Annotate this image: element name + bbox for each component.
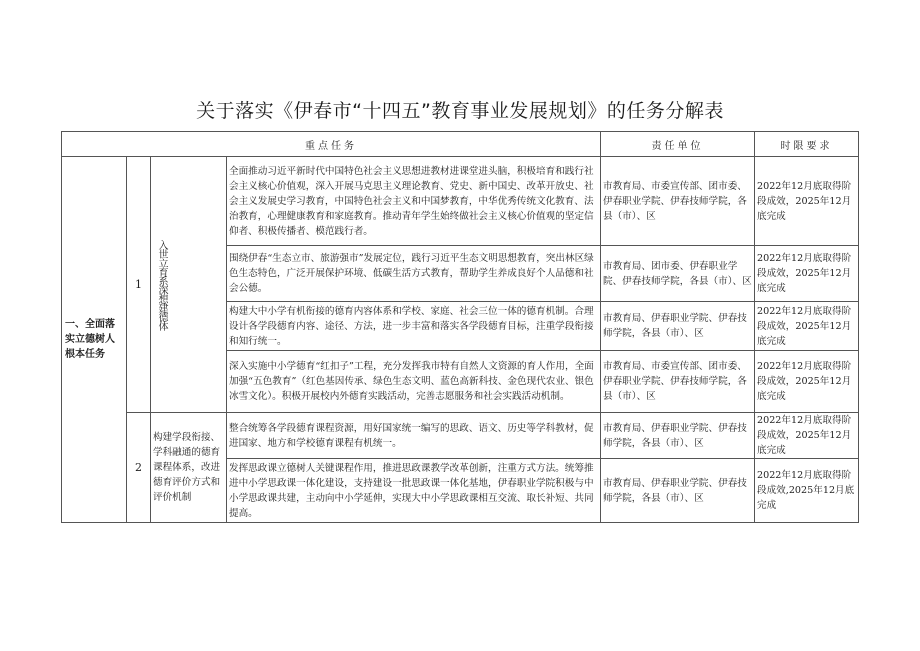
header-time: 时限要求	[755, 132, 859, 157]
group-number: 1	[127, 157, 151, 413]
unit-cell: 市教育局、团市委、伊春职业学院、伊春技师学院，各县（市）、区	[601, 246, 755, 302]
task-cell: 全面推动习近平新时代中国特色社会主义思想进教材进课堂进头脑，积极培育和践行社会主义核心价值观，深入开展马克思主义理论教育、党史、新中国史、改革开放史、社会主义发展史学习教育，中国特色社会主义和中国梦教育，中华优秀传统文化教育、法治教育，心理健康教育和家庭教育。推动青年学生始终做社会主义核心价值观的坚定信仰者、积极传播者、模范践行者。	[227, 157, 601, 246]
unit-cell: 市教育局、伊春职业学院、伊春技师学院，各县（市）、区	[601, 459, 755, 523]
time-cell: 2022年12月底取得阶段成效，2025年12月底完成	[755, 413, 859, 459]
time-cell: 2022年12月底取得阶段成效，2025年12月底完成	[755, 351, 859, 413]
task-cell: 围绕伊春“生态立市、旅游强市”发展定位，践行习近平生态文明思想教育，突出林区绿色生态特色，广泛开展保护环境、低碳生活方式教育，帮助学生养成良好个人品德和社会公德。	[227, 246, 601, 302]
time-cell: 2022年12月底取得阶段成效，2025年12月底完成	[755, 246, 859, 302]
task-cell: 发挥思政课立德树人关键课程作用，推进思政课教学改革创新，注重方式方法。统筹推进中小学思政课一体化建设，支持建设一批思政课一体化基地，伊春职业学院积极与中小学思政课共建，主动向中小学延伸，实现大中小学思政课相互交流、取长补短、共同提高。	[227, 459, 601, 523]
task-cell: 整合统筹各学段德育课程资源，用好国家统一编写的思政、语文、历史等学科教材，促进国家、地方和学校德育课程有机统一。	[227, 413, 601, 459]
time-cell: 2022年12月底取得阶段成效,2025年12月底完成	[755, 459, 859, 523]
group-name	[151, 157, 227, 413]
unit-cell: 市教育局、伊春职业学院、伊春技师学院，各县（市）、区	[601, 413, 755, 459]
group-number: 2	[127, 413, 151, 523]
group-name: 构建学段衔接、学科融通的德育课程体系，改进德育评价方式和评价机制	[151, 413, 227, 523]
task-table	[61, 131, 859, 523]
header-row	[62, 132, 859, 157]
header-task: 重点任务	[62, 132, 601, 157]
unit-cell: 市教育局、伊春职业学院、伊春技师学院，各县（市）、区	[601, 302, 755, 351]
page-title: 关于落实《伊春市“十四五”教育事业发展规划》的任务分解表	[196, 100, 724, 122]
category-cell: 一、全面落实立德树人根本任务	[62, 157, 127, 523]
unit-cell: 市教育局、市委宣传部、团市委、伊春职业学院、伊春技师学院，各县（市）、区	[601, 157, 755, 246]
time-cell: 2022年12月底取得阶段成效，2025年12月底完成	[755, 302, 859, 351]
task-cell: 构建大中小学有机衔接的德育内容体系和学校、家庭、社会三位一体的德育机制。合理设计各学段德育内容、途径、方法，进一步丰富和落实各学段德育目标，注重学段衔接和知行统一。	[227, 302, 601, 351]
task-cell: 深入实施中小学德育“红扣子”工程，充分发挥我市特有自然人文资源的育人作用，全面加强“五色教育”（红色基因传承、绿色生态文明、蓝色高新科技、金色现代农业、银色冰雪文化）。积极开展校内外德育实践活动，完善志愿服务和社会实践活动机制。	[227, 351, 601, 413]
header-unit: 责任单位	[601, 132, 755, 157]
time-cell: 2022年12月底取得阶段成效，2025年12月底完成	[755, 157, 859, 246]
unit-cell: 市教育局、市委宣传部、团市委、伊春职业学院、伊春技师学院，各县（市）、区	[601, 351, 755, 413]
table-row	[62, 413, 859, 459]
group-name-text: 入世立育系深想建德体	[156, 239, 167, 330]
table-row	[62, 157, 859, 246]
